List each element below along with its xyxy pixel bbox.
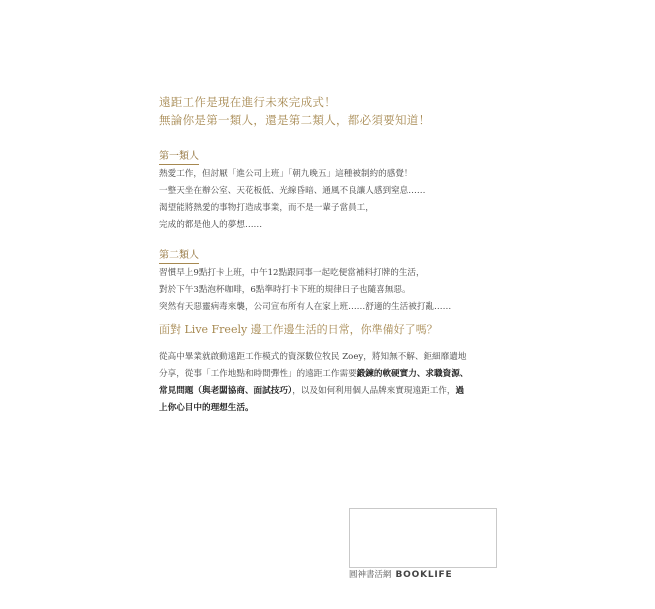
section-1-line: 完成的都是他人的夢想……: [159, 220, 263, 230]
booklife-logo[interactable]: [349, 569, 452, 581]
bio-text: ，以及如何利用個人品牌來實現遠距工作，: [292, 386, 456, 396]
question-heading: 面對 Live Freely 邊工作邊生活的日常，你準備好了嗎？: [159, 323, 438, 336]
section-1-label: 第一類人: [159, 150, 199, 165]
section-1-line: 一整天坐在辦公室、天花板低、光線昏暗、通風不良讓人感到窒息……: [159, 186, 426, 196]
headline-line-1: 遠距工作是現在進行未來完成式！: [159, 95, 336, 109]
bio-line-4: 上你心目中的理想生活。: [159, 403, 254, 413]
bio-text: 分享，從事「工作地點和時間彈性」的遠距工作需要: [159, 369, 357, 379]
section-1-line: 熱愛工作，但討厭「進公司上班」「朝九晚五」這種被制約的感覺！: [159, 169, 413, 179]
brand-name-en: BOOKLIFE: [395, 570, 453, 580]
bio-emphasis: 鍛鍊的軟硬實力、求職資源、: [356, 369, 469, 379]
author-bio: [159, 349, 499, 417]
section-2-line: 突然有天惡靈病毒來襲，公司宣布所有人在家上班……舒適的生活被打亂……: [159, 302, 452, 312]
section-2-line: 對於下午3點泡杯咖啡，6點準時打卡下班的規律日子也隨喜無惡。: [159, 285, 411, 295]
section-1-text: [159, 166, 499, 234]
section-1-line: 渴望能將熱愛的事物打造成事業，而不是一輩子當員工，: [159, 203, 374, 213]
brand-name-zh: 圓神書活網: [349, 570, 392, 580]
bio-line-1: 從高中畢業就啟動遠距工作模式的資深數位牧民 Zoey，將知無不解、鉅細靡遺地: [159, 352, 467, 362]
bio-emphasis: 過: [455, 386, 465, 396]
section-2-label: 第二類人: [159, 249, 199, 264]
bio-line-2: [159, 366, 499, 383]
section-2-text: [159, 265, 499, 316]
bio-emphasis: 常見問題（與老闆協商、面試技巧）: [159, 386, 293, 396]
headline: [159, 93, 579, 129]
headline-line-2: 無論你是第一類人，還是第二類人，都必須要知道！: [159, 113, 431, 127]
image-placeholder-box: [349, 508, 497, 568]
section-2-line: 習慣早上9點打卡上班，中午12點跟同事一起吃便當補料打牌的生活，: [159, 268, 425, 278]
bio-line-3: [159, 383, 499, 400]
